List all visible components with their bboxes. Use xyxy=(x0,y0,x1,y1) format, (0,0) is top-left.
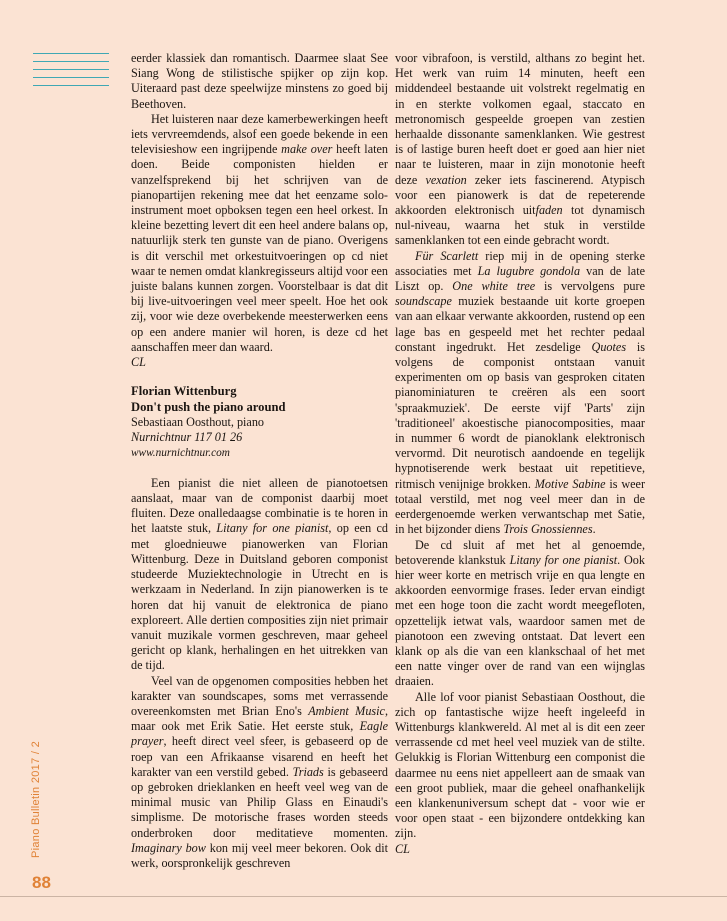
paragraph: De cd sluit af met het al genoemde, betoverende klankstuk Litany for one pianist. Ook hier weer korte en metrisch vrije en qua lengte en akkoorden eenvormige frases. Ieder ervan eindigt met een hoge toon die zacht wordt meegefloten, opzettelijk ietwat vals, waardoor samen met de pianotoon een zweving ontstaat. Dat levert een klank op als die van een klankschaal of het met een natte vinger over de rand van een wijnglas draaien. xyxy=(395,537,645,689)
review-artist: Florian Wittenburg xyxy=(131,384,237,399)
review-website: www.nurnichtnur.com xyxy=(131,446,230,459)
review-label: Nurnichtnur 117 01 26 xyxy=(131,430,243,445)
paragraph: Alle lof voor pianist Sebastiaan Oosthout, die zich op fantastische wijze heeft ingeleefd in Wittenburgs klankwereld. Al met al is dit een zeer verrassende cd met heel veel muziek van de stilte. Gelukkig is Florian Wittenburg een componist die daarmee nu eens niet appelleert aan de smaak van een groot publiek, maar die geheel onafhankelijk een klankenuniversum schept dat - voor wie er voor open staat - een bijzondere ontdekking kan zijn. xyxy=(395,689,645,841)
paragraph: eerder klassiek dan romantisch. Daarmee slaat See Siang Wong de stilistische spijker op zijn kop. Uiteraard past deze speelwijze minstens zo goed bij Beethoven. xyxy=(131,51,388,111)
paragraph: Veel van de opgenomen composities hebben het karakter van soundscapes, soms met verrassende overeenkomsten met Brian Eno's Ambient Music, maar ook met Erik Satie. Het eerste stuk, Eagle prayer, heeft direct veel sfeer, is gebaseerd op de roep van een Afrikaanse visarend en heeft het karakter van een verstild gebed. Triads is gebaseerd op gebroken drieklanken en heeft veel weg van de minimal music van Philip Glass en Einaudi's simplisme. De motorische frases worden steeds onderbroken door meditatieve momenten. Imaginary bow kon mij veel meer bekoren. Ook dit werk, oorspronkelijk geschreven xyxy=(131,673,389,870)
review-album-title: Don't push the piano around xyxy=(131,399,286,414)
paragraph: Een pianist die niet alleen de pianotoetsen aanslaat, maar van de componist daarbij moet fluiten. Deze onalledaagse combinatie is te horen in het laatste stuk, Litany for one pianist, op een cd met gloednieuwe pianowerken van Florian Wittenburg. Deze in Duitsland geboren componist studeerde Muziektechnologie in Utrecht en is werkzaam in Nederland. In zijn pianowerken is te horen dat hij vanuit de elektronica de piano exploreert. Alle dertien composities zijn niet primair vanuit muzikale vormen geschreven, maar geheel gericht op klank, herhalingen en het uitrekken van de tijd. xyxy=(131,475,389,673)
right-column xyxy=(395,51,645,857)
magazine-side-label: Piano Bulletin 2017 / 2 xyxy=(30,741,42,858)
page-number: 88 xyxy=(32,873,51,892)
bottom-rule xyxy=(0,896,727,897)
review-performer: Sebastiaan Oosthout, piano xyxy=(131,415,265,430)
review-header xyxy=(131,384,388,461)
paragraph: Het luisteren naar deze kamerbewerkingen heeft iets vervreemdends, alsof een goede bekende in een televisieshow een ingrijpende make over heeft laten doen. Beide componisten hielden er vanzelfsprekend bij het schrijven van de pianopartijen rekening mee dat het eenzame solo-instrument moet opboksen tegen een heel orkest. In kleine bezetting levert dit een heel andere balans op, natuurlijk sterk ten gunste van de piano. Overigens is dit verschil met orkestuitvoeringen op cd niet waar te nemen omdat klankregisseurs altijd voor een juiste balans kunnen zorgen. Voorstelbaar is dat dit bij live-uitvoeringen veel meer speelt. Hoe het ook zij, voor wie deze overbekende meesterwerken eens op een andere manier wil horen, is deze cd het aanschaffen meer dan waard. xyxy=(131,111,388,354)
decorative-lines xyxy=(33,53,109,93)
paragraph: Für Scarlett riep mij in de opening sterke associaties met La lugubre gondola van de late Liszt op. One white tree is vervolgens pure soundscape muziek bestaande uit korte groepen van aan elkaar verwante akkoorden, rustend op een lage bas en gespeeld met het rechter pedaal constant ingedrukt. Het zesdelige Quotes is volgens de componist ontstaan vanuit experimenten om op basis van gesproken citaten pianominiaturen te creëren als een soort 'spraakmuziek'. De eerste vijf 'Parts' zijn 'traditioneel' akoestische pianocomposities, maar in nummer 6 wordt de pianoklank elektronisch vervormd. Dit neurotisch aandoende en tegelijk hypnotiserende werk bestaat uit repetitieve, ritmisch venijnige brokken. Motive Sabine is weer totaal verstild, met nog veel meer dan in de eerdergenoemde werken verwantschap met Satie, in het bijzonder diens Trois Gnossiennes. xyxy=(395,248,646,537)
author-signature: CL xyxy=(131,355,146,370)
author-signature: CL xyxy=(395,841,410,856)
paragraph: voor vibrafoon, is verstild, althans zo begint het. Het werk van ruim 14 minuten, heeft een middendeel bestaande uit volstrekt regelmatig en in en sterkte volkomen egaal, staccato en metronomisch gespeelde groepen van zestien herhaalde dissonante samenklanken. Wie gestrest is of lastige buren heeft doet er goed aan hier niet naar te luisteren, maar in zijn monotonie heeft deze vexation zeker iets fascinerend. Atypisch voor een pianowerk is dat de repeterende akkoorden elektronisch uitfaden tot dynamisch nul-niveau, waarna het stuk in verstilde samenklanken tot een einde gebracht wordt. xyxy=(395,51,645,248)
left-column xyxy=(131,51,388,871)
